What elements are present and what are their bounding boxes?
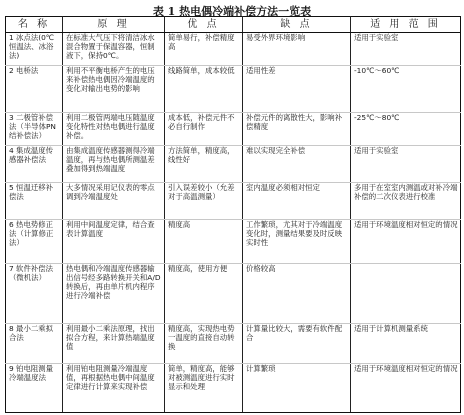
- table-title: 表 1 热电偶冷端补偿方法一览表: [152, 5, 312, 18]
- cell-advantages: 引入误差较小（允差对于高温测量）: [165, 183, 243, 220]
- cell-principle: 利用铂电阻测量冷端温度值，再根据热电偶中间温度定律进行计算来实现补偿: [63, 364, 165, 413]
- header-name: 名 称: [6, 17, 63, 33]
- cell-advantages: 精度高，实现热电势一温度的直接自动转换: [165, 324, 243, 364]
- cell-advantages: 精度高，使用方便: [165, 264, 243, 324]
- cell-principle: 利用二极管两端电压随温度变化特性对热电偶进行温度补偿。: [63, 113, 165, 146]
- cell-name: 3 二极管补偿法（半导体PN结补偿法）: [6, 113, 63, 146]
- table-row: [6, 364, 461, 413]
- cell-advantages: 线路简单，成本较低: [165, 66, 243, 113]
- cell-disadvantages: 适用性差: [243, 66, 351, 113]
- cell-disadvantages: 计算繁琐: [243, 364, 351, 413]
- cell-advantages: 简单，精度高，能够对被测温度进行实时显示和处理: [165, 364, 243, 413]
- cell-name: 8 最小二乘拟合法: [6, 324, 63, 364]
- cell-disadvantages: 室内温度必须相对恒定: [243, 183, 351, 220]
- header-scope: 适 用 范 围: [351, 17, 461, 33]
- table-row: [6, 324, 461, 364]
- cell-scope: 适用于环境温度相对恒定的情况: [351, 220, 461, 264]
- cell-advantages: 简单易行，补偿精度高: [165, 33, 243, 66]
- table-row: [6, 183, 461, 220]
- cell-principle: 利用不平衡电桥产生的电压来补偿热电偶因冷端温度的变化对输出电势的影响: [63, 66, 165, 113]
- cell-advantages: 方法简单，精度高，线性好: [165, 146, 243, 183]
- cell-name: 6 热电势修正法（计算修正法）: [6, 220, 63, 264]
- cell-disadvantages: 价格较高: [243, 264, 351, 324]
- header-principle: 原 理: [63, 17, 165, 33]
- cell-name: 9 铂电阻测量冷端温度法: [6, 364, 63, 413]
- cell-disadvantages: 补偿元件的离散性大，影响补偿精度: [243, 113, 351, 146]
- cell-name: 4 集成温度传感器补偿法: [6, 146, 63, 183]
- table-row: [6, 264, 461, 324]
- compensation-methods-table: [5, 16, 461, 413]
- cell-scope: 适用于计算机测量系统: [351, 324, 461, 364]
- cell-disadvantages: 计算量比较大，需要有软件配合: [243, 324, 351, 364]
- cell-disadvantages: 工作繁琐，尤其对于冷端温度变化时，测量结果要及时反映实时性: [243, 220, 351, 264]
- header-disadvantages: 缺 点: [243, 17, 351, 33]
- cell-principle: 热电偶和冷端温度传感器输出信号经多路转换开关和A/D转换后，再由单片机内程序进行冷端补偿: [63, 264, 165, 324]
- cell-principle: 大多情况采用记仪表的零点调到冷端温度处: [63, 183, 165, 220]
- cell-principle: 在标准大气压下将清洁冰水混合物置于保温容器，恒制液下，保持0℃。: [63, 33, 165, 66]
- header-row: [6, 17, 461, 33]
- cell-disadvantages: 易受外界环境影响: [243, 33, 351, 66]
- cell-principle: 利用中间温度定律，结合查表计算温度: [63, 220, 165, 264]
- cell-disadvantages: 难以实现完全补偿: [243, 146, 351, 183]
- table-row: [6, 33, 461, 66]
- table-row: [6, 113, 461, 146]
- cell-advantages: 成本低，补偿元件不必自行制作: [165, 113, 243, 146]
- cell-scope: 多用于在室室内测温或对补冷端补偿的二次仪表进行校准: [351, 183, 461, 220]
- cell-scope: 适用于实验室: [351, 33, 461, 66]
- cell-scope: 适用于实验室: [351, 146, 461, 183]
- cell-scope: 适用于环境温度相对恒定的情况: [351, 364, 461, 413]
- cell-advantages: 精度高: [165, 220, 243, 264]
- table-row: [6, 146, 461, 183]
- cell-scope: [351, 264, 461, 324]
- cell-scope: -10℃～60℃: [351, 66, 461, 113]
- cell-name: 1 冰点法(0℃恒温法、冰浴法): [6, 33, 63, 66]
- cell-name: 2 电桥法: [6, 66, 63, 113]
- cell-name: 5 恒温迁移补偿法: [6, 183, 63, 220]
- cell-scope: -25℃～80℃: [351, 113, 461, 146]
- cell-principle: 由集成温度传感器测得冷端温度，再与热电偶所测温差叠加得到热端温度: [63, 146, 165, 183]
- table-row: [6, 220, 461, 264]
- cell-principle: 利用最小二乘法原理，找出拟合方程，来计算热端温度值: [63, 324, 165, 364]
- header-advantages: 优 点: [165, 17, 243, 33]
- cell-name: 7 软件补偿法（微机法）: [6, 264, 63, 324]
- table-row: [6, 66, 461, 113]
